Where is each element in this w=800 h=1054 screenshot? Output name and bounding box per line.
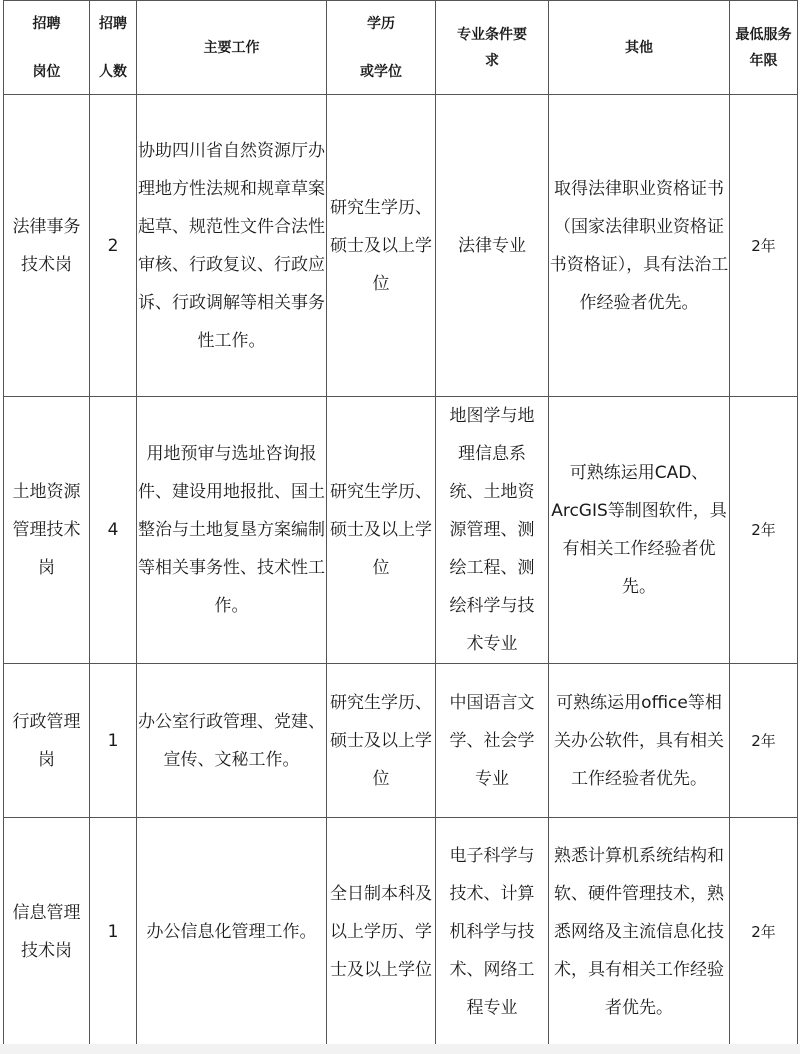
table-row (4, 664, 798, 818)
cell-position: 行政管理岗 (4, 664, 90, 818)
cell-major: 电子科学与技术、计算机科学与技术、网络工程专业 (436, 818, 549, 1046)
cell-duty: 协助四川省自然资源厅办理地方性法规和规章草案起草、规范性文件合法性审核、行政复议、行政应诉、行政调解等相关事务性工作。 (137, 95, 327, 397)
cell-count: 2 (90, 95, 137, 397)
cell-count: 4 (90, 397, 137, 664)
cell-education: 研究生学历、硕士及以上学位 (327, 664, 436, 818)
header-education: 学历 或学位 (327, 1, 436, 95)
recruitment-table (3, 0, 798, 1046)
page-bottom-band (0, 1044, 800, 1054)
table-row (4, 95, 798, 397)
header-count: 招聘 人数 (90, 1, 137, 95)
cell-duty: 办公室行政管理、党建、宣传、文秘工作。 (137, 664, 327, 818)
header-duty: 主要工作 (137, 1, 327, 95)
cell-education: 研究生学历、硕士及以上学位 (327, 95, 436, 397)
cell-other: 可熟练运用CAD、ArcGIS等制图软件，具有相关工作经验者优先。 (549, 397, 730, 664)
cell-service: 2年 (730, 664, 798, 818)
cell-duty: 用地预审与选址咨询报件、建设用地报批、国土整治与土地复垦方案编制等相关事务性、技术性工作。 (137, 397, 327, 664)
cell-other: 可熟练运用office等相关办公软件，具有相关工作经验者优先。 (549, 664, 730, 818)
cell-education: 全日制本科及以上学历、学士及以上学位 (327, 818, 436, 1046)
cell-count: 1 (90, 818, 137, 1046)
table-row (4, 818, 798, 1046)
cell-other: 取得法律职业资格证书（国家法律职业资格证书资格证），具有法治工作经验者优先。 (549, 95, 730, 397)
cell-major: 中国语言文学、社会学专业 (436, 664, 549, 818)
cell-duty: 办公信息化管理工作。 (137, 818, 327, 1046)
cell-count: 1 (90, 664, 137, 818)
cell-education: 研究生学历、硕士及以上学位 (327, 397, 436, 664)
cell-service: 2年 (730, 818, 798, 1046)
cell-service: 2年 (730, 397, 798, 664)
cell-major: 地图学与地理信息系统、土地资源管理、测绘工程、测绘科学与技术专业 (436, 397, 549, 664)
cell-position: 土地资源管理技术岗 (4, 397, 90, 664)
cell-other: 熟悉计算机系统结构和软、硬件管理技术，熟悉网络及主流信息化技术，具有相关工作经验者优先。 (549, 818, 730, 1046)
table-row (4, 397, 798, 664)
header-service: 最低服务 年限 (730, 1, 798, 95)
header-other: 其他 (549, 1, 730, 95)
header-major: 专业条件要 求 (436, 1, 549, 95)
header-row (4, 1, 798, 95)
cell-major: 法律专业 (436, 95, 549, 397)
cell-position: 法律事务技术岗 (4, 95, 90, 397)
header-position: 招聘 岗位 (4, 1, 90, 95)
cell-service: 2年 (730, 95, 798, 397)
cell-position: 信息管理技术岗 (4, 818, 90, 1046)
